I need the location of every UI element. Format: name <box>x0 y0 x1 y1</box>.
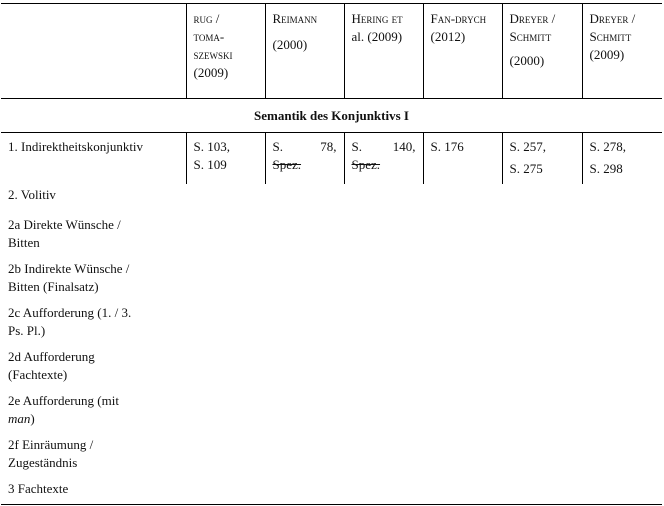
row-label: 1. Indirektheitskonjunktiv <box>8 139 144 154</box>
row-label: 2. Volitiv <box>8 187 56 202</box>
header-fandrych <box>423 4 502 99</box>
label-line: 2d Aufforderung <box>8 349 95 364</box>
cell-text: Spez. <box>351 157 381 172</box>
row-label <box>1 344 186 388</box>
row-label <box>1 300 186 344</box>
cell-text: S. 103, <box>193 139 230 154</box>
header-text: szewski <box>193 47 233 62</box>
header-rug-tomaszewski <box>186 4 265 99</box>
section-title: Semantik des Konjunktivs I <box>1 99 662 133</box>
label-italic: man <box>8 411 31 426</box>
label-line: Ps. Pl.) <box>8 323 46 338</box>
header-text: Reimann <box>272 11 318 26</box>
cell-dreyer-2000 <box>502 133 582 185</box>
row-label <box>1 432 186 476</box>
table-row <box>1 256 662 300</box>
table-row <box>1 133 662 185</box>
cell-text: S. 298 <box>589 161 623 176</box>
empty-cells <box>186 476 662 505</box>
label-line: 2f Einräumung / <box>8 437 94 452</box>
empty-cells <box>186 300 662 344</box>
header-text: (2000) <box>509 53 545 68</box>
label-text: ) <box>30 411 35 426</box>
header-text: Dreyer / <box>509 11 556 26</box>
row-label: 3 Fachtexte <box>1 476 186 505</box>
cell-line <box>352 138 416 156</box>
row-label <box>1 212 186 256</box>
table-row <box>1 388 662 432</box>
label-line: 2a Direkte Wünsche / <box>8 217 121 232</box>
label-line: Bitten (Finalsatz) <box>8 279 99 294</box>
label-line: 2e Aufforderung (mit <box>8 393 119 408</box>
label-line: (Fachtexte) <box>8 367 68 382</box>
label-line: 2c Aufforderung (1. / 3. <box>8 305 132 320</box>
cell-text: S. <box>272 139 283 154</box>
row-label <box>1 256 186 300</box>
header-text: Fan-drych <box>430 11 487 26</box>
header-text: al. (2009) <box>351 29 403 44</box>
header-reimann <box>265 4 344 99</box>
cell-line <box>273 138 337 156</box>
cell-text: Spez. <box>272 157 302 172</box>
cell-text: S. 109 <box>193 157 227 172</box>
header-text: (2012) <box>430 29 466 44</box>
header-text: toma- <box>193 29 225 44</box>
header-hering <box>344 4 423 99</box>
header-text: (2009) <box>193 65 229 80</box>
header-dreyer-schmitt-2000 <box>502 4 582 99</box>
table-row <box>1 184 662 212</box>
label-line: 2b Indirekte Wünsche / <box>8 261 130 276</box>
cell-reimann <box>265 133 344 185</box>
cell-rug <box>186 133 265 185</box>
empty-cells <box>186 256 662 300</box>
table-row <box>1 212 662 256</box>
header-text: rug / <box>193 11 220 26</box>
header-row <box>1 4 662 99</box>
cell-text: 78, <box>320 139 337 154</box>
comparison-table <box>1 3 662 505</box>
cell-hering <box>344 133 423 185</box>
label-line <box>8 410 179 428</box>
label-line: Zugeständnis <box>8 455 78 470</box>
cell-text: S. 278, <box>589 139 626 154</box>
header-text: Hering et <box>351 11 403 26</box>
header-dreyer-schmitt-2009 <box>582 4 662 99</box>
section-row <box>1 99 662 133</box>
header-text: (2000) <box>272 37 308 52</box>
table-row <box>1 476 662 505</box>
header-text: Schmitt <box>589 29 632 44</box>
cell-text: S. <box>351 139 362 154</box>
table-row <box>1 300 662 344</box>
header-text: Schmitt <box>509 29 552 44</box>
cell-fandrych <box>423 133 502 185</box>
header-text: Dreyer / <box>589 11 636 26</box>
table-row <box>1 344 662 388</box>
header-empty-cell <box>1 4 186 99</box>
table-row <box>1 432 662 476</box>
cell-text: S. 257, <box>509 139 546 154</box>
row-label <box>1 388 186 432</box>
empty-cells <box>186 344 662 388</box>
cell-dreyer-2009 <box>582 133 662 185</box>
header-text: (2009) <box>589 47 625 62</box>
cell-text: S. 176 <box>430 139 464 154</box>
empty-cells <box>186 388 662 432</box>
label-line: Bitten <box>8 235 40 250</box>
empty-cells <box>186 184 662 212</box>
empty-cells <box>186 432 662 476</box>
cell-text: 140, <box>392 139 416 154</box>
empty-cells <box>186 212 662 256</box>
cell-text: S. 275 <box>509 161 543 176</box>
